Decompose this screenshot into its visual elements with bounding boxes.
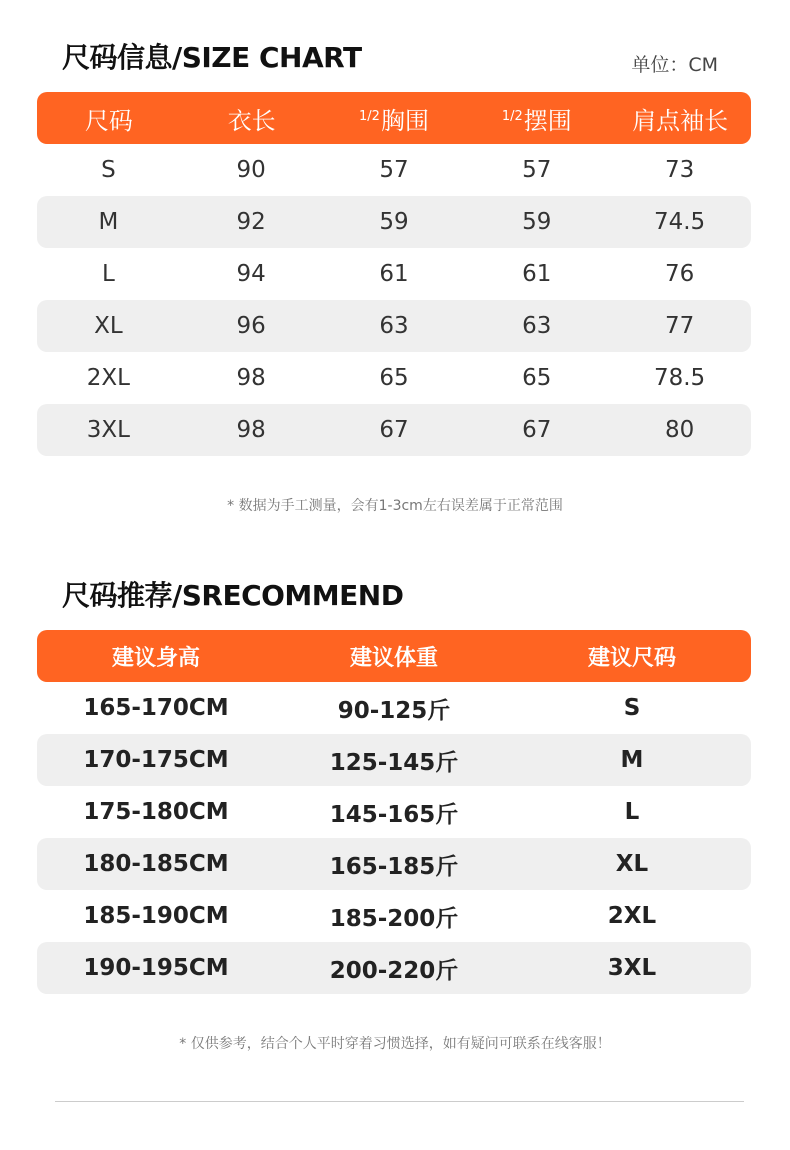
table-cell: 98: [236, 365, 266, 391]
table-cell: 3XL: [607, 955, 657, 981]
table-cell: 2XL: [86, 365, 130, 391]
size-chart-title: 尺码信息/SIZE CHART: [62, 41, 362, 74]
measurement-note: * 数据为手工测量，会有1-3cm左右误差属于正常范围: [227, 498, 563, 514]
header-label: 摆围: [523, 106, 572, 135]
table-cell: 80: [664, 417, 695, 443]
table-cell: 61: [522, 261, 552, 287]
table-cell: L: [624, 799, 640, 825]
table-cell: XL: [94, 313, 123, 339]
table-row: [37, 942, 751, 994]
table-row: [37, 300, 751, 352]
table-cell: 73: [664, 157, 695, 183]
table-cell: 175-180CM: [83, 799, 229, 825]
table-cell: 3XL: [86, 417, 130, 443]
table-cell: 190-195CM: [83, 955, 229, 981]
table-cell: 65: [379, 365, 409, 391]
table-cell: 59: [379, 209, 409, 235]
bottom-divider: [55, 1101, 744, 1102]
table-cell: 200-220斤: [329, 957, 459, 984]
table-cell: 98: [236, 417, 266, 443]
table-cell: 170-175CM: [83, 747, 229, 773]
header-fraction: 1/2: [501, 108, 523, 124]
recommend-table: [37, 630, 751, 994]
table-cell: 61: [379, 261, 409, 287]
table-cell: 76: [664, 261, 695, 287]
size-chart-table: [37, 92, 751, 456]
header-cell-chest: [323, 101, 466, 136]
header-label: 胸围: [380, 106, 429, 135]
recommend-title: 尺码推荐/SRECOMMEND: [62, 579, 404, 612]
size-chart-header: [37, 92, 751, 144]
table-cell: 74.5: [653, 209, 706, 235]
table-row: [37, 248, 751, 300]
table-cell: L: [101, 261, 115, 287]
table-cell: 2XL: [607, 903, 657, 929]
table-row: [37, 682, 751, 734]
table-row: [37, 786, 751, 838]
table-row: [37, 352, 751, 404]
table-cell: 165-170CM: [83, 695, 229, 721]
table-cell: 185-190CM: [83, 903, 229, 929]
header-label: 尺码: [84, 106, 133, 135]
table-cell: 59: [522, 209, 552, 235]
table-cell: M: [620, 747, 644, 773]
table-cell: 63: [522, 313, 552, 339]
table-cell: 125-145斤: [329, 749, 459, 776]
header-cell-length: [180, 101, 323, 136]
table-row: [37, 734, 751, 786]
table-row: [37, 890, 751, 942]
table-cell: 77: [664, 313, 695, 339]
table-cell: 65: [522, 365, 552, 391]
table-cell: 63: [379, 313, 409, 339]
unit-label: 单位：CM: [631, 54, 718, 76]
table-cell: 67: [379, 417, 409, 443]
table-cell: M: [98, 209, 119, 235]
table-cell: 57: [379, 157, 409, 183]
table-cell: 165-185斤: [329, 853, 459, 880]
table-cell: 57: [522, 157, 552, 183]
table-cell: 92: [236, 209, 266, 235]
header-cell-sleeve: [608, 101, 751, 136]
header-cell-weight: 建议体重: [349, 645, 438, 671]
table-cell: 94: [236, 261, 266, 287]
header-cell-size: 建议尺码: [587, 645, 676, 671]
table-cell: 78.5: [653, 365, 706, 391]
table-cell: 67: [522, 417, 552, 443]
header-label: 衣长: [227, 106, 276, 135]
header-cell-height: 建议身高: [111, 645, 200, 671]
table-row: [37, 404, 751, 456]
header-cell-size: [37, 101, 180, 136]
table-row: [37, 144, 751, 196]
table-cell: 180-185CM: [83, 851, 229, 877]
table-cell: S: [623, 695, 641, 721]
table-cell: 145-165斤: [329, 801, 459, 828]
header-cell-hem: [465, 101, 608, 136]
table-cell: 90-125斤: [337, 697, 451, 724]
header-fraction: 1/2: [359, 108, 380, 124]
header-label: 肩点袖长: [632, 106, 729, 135]
table-row: [37, 196, 751, 248]
table-cell: 96: [236, 313, 266, 339]
table-cell: 185-200斤: [329, 905, 459, 932]
table-cell: XL: [615, 851, 649, 877]
table-row: [37, 838, 751, 890]
disclaimer-note: * 仅供参考，结合个人平时穿着习惯选择，如有疑问可联系在线客服！: [179, 1036, 611, 1052]
table-cell: 90: [236, 157, 266, 183]
table-cell: S: [101, 157, 116, 183]
recommend-header: [37, 630, 751, 682]
